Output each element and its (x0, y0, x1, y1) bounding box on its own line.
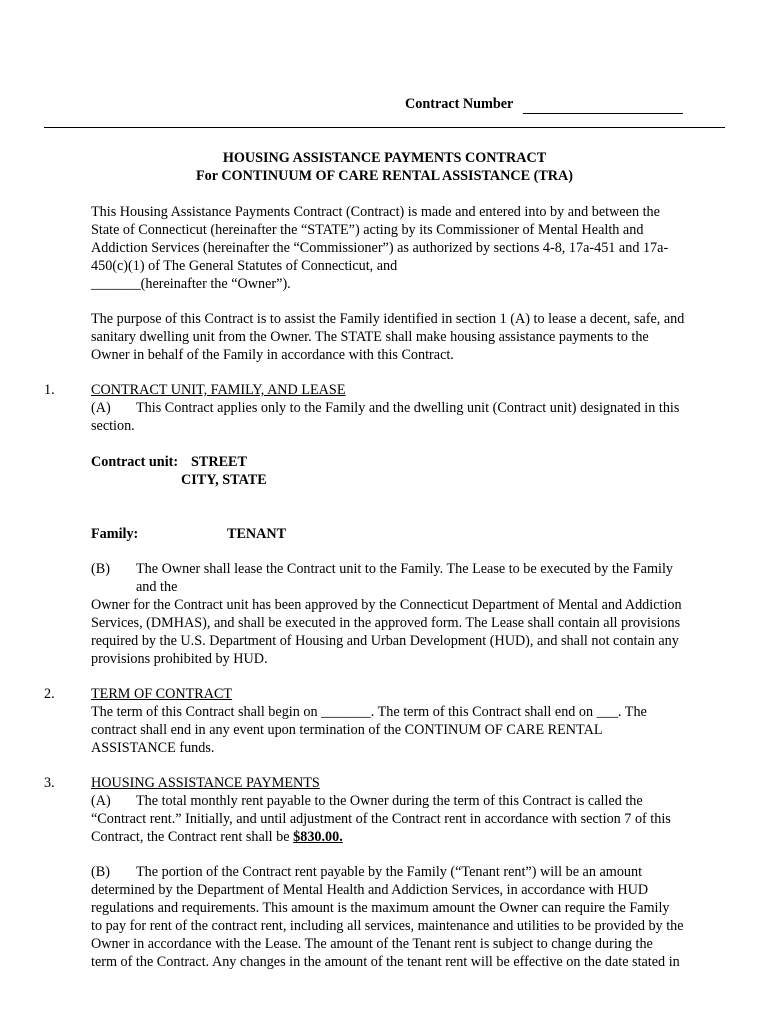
section-3-body (91, 774, 671, 846)
section-3b-line: determined by the Department of Mental Health and Addiction Services, in accordance with HUD (91, 882, 649, 898)
intro-paragraph (91, 203, 668, 293)
section-1b-line: provisions prohibited by HUD. (91, 651, 268, 667)
section-1b-line: Owner for the Contract unit has been approved by the Connecticut Department of Mental and Addiction (91, 597, 682, 613)
contract-number-field (405, 95, 683, 114)
section-3a-line: “Contract rent.” Initially, and until adjustment of the Contract rent in accordance with section 7 of this (91, 811, 671, 827)
section-1a-line: (A) This Contract applies only to the Family and the dwelling unit (Contract unit) designated in this (91, 400, 680, 416)
purpose-line: sanitary dwelling unit from the Owner. The STATE shall make housing assistance payments to the (91, 329, 649, 345)
section-3-heading: HOUSING ASSISTANCE PAYMENTS (91, 775, 320, 791)
section-1b-line: and the (136, 579, 178, 595)
section-3b-line: Owner in accordance with the Lease. The amount of the Tenant rent is subject to change during the (91, 936, 653, 952)
section-2-number: 2. (44, 686, 55, 702)
section-2-line: contract shall end in any event upon termination of the CONTINUM OF CARE RENTAL (91, 722, 603, 738)
section-1b-line: required by the U.S. Department of Housing and Urban Development (HUD), and shall not contain any (91, 633, 679, 649)
intro-line: Addiction Services (hereinafter the “Commissioner”) as authorized by sections 4-8, 17a-451 and 17a- (91, 240, 669, 256)
term-end-blank: ___ (596, 704, 618, 720)
intro-line: This Housing Assistance Payments Contract (Contract) is made and entered into by and between the (91, 204, 660, 220)
section-1b-label: (B) (91, 561, 110, 577)
section-3b-line: (B) The portion of the Contract rent payable by the Family (“Tenant rent”) will be an amount (91, 864, 643, 880)
section-1b-line: (B) The Owner shall lease the Contract unit to the Family. The Lease to be executed by the Family (91, 561, 673, 577)
section-3b-line: to pay for rent of the contract rent, including all services, maintenance and utilities to be provided by the (91, 918, 684, 934)
contract-rent-amount: $830.00. (293, 829, 343, 845)
contract-unit-city: CITY, STATE (181, 472, 267, 488)
section-2-body (91, 685, 647, 757)
section-1b-line: Services, (DMHAS), and shall be executed in the approved form. The Lease shall contain all provisions (91, 615, 681, 631)
family-value: TENANT (227, 526, 287, 542)
section-1-heading: CONTRACT UNIT, FAMILY, AND LEASE (91, 382, 346, 398)
section-2-line: The term of this Contract shall begin on _______. The term of this Contract shall end on ___. The (91, 704, 647, 720)
section-1a-line: section. (91, 418, 135, 434)
section-3b-body (91, 863, 684, 971)
section-3a-line: Contract, the Contract rent shall be $830.00. (91, 829, 343, 845)
purpose-line: Owner in behalf of the Family in accordance with this Contract. (91, 347, 454, 363)
section-1-body (91, 381, 679, 435)
intro-line: State of Connecticut (hereinafter the “STATE”) acting by its Commissioner of Mental Health and (91, 222, 644, 238)
section-3b-line: regulations and requirements. This amount is the maximum amount the Owner can require the Family (91, 900, 670, 916)
section-1a-label: (A) (91, 400, 111, 416)
section-3a-label: (A) (91, 793, 111, 809)
intro-line: _______(hereinafter the “Owner”). (91, 276, 291, 292)
section-1-number: 1. (44, 382, 55, 398)
purpose-paragraph (91, 310, 684, 364)
document-subtitle: For CONTINUUM OF CARE RENTAL ASSISTANCE (TRA) (195, 168, 574, 184)
document-title: HOUSING ASSISTANCE PAYMENTS CONTRACT (222, 150, 547, 166)
purpose-line: The purpose of this Contract is to assist the Family identified in section 1 (A) to lease a decent, safe, and (91, 311, 685, 327)
section-2-line: ASSISTANCE funds. (91, 740, 215, 756)
contract-unit-label: Contract unit: (91, 454, 179, 470)
section-1b-body (91, 560, 682, 668)
contract-number-blank (523, 95, 683, 114)
section-3-number: 3. (44, 775, 55, 791)
section-2-heading: TERM OF CONTRACT (91, 686, 233, 702)
section-3b-line: term of the Contract. Any changes in the amount of the tenant rent will be effective on the date stated in (91, 954, 680, 970)
section-3b-label: (B) (91, 864, 110, 880)
intro-line: 450(c)(1) of The General Statutes of Connecticut, and (91, 258, 398, 274)
header-divider (44, 127, 725, 128)
term-start-blank: _______ (321, 704, 371, 720)
contract-unit-street: STREET (191, 454, 247, 470)
contract-number-label: Contract Number (405, 96, 514, 112)
family-label: Family: (91, 526, 139, 542)
section-3a-line: (A) The total monthly rent payable to the Owner during the term of this Contract is called the (91, 793, 643, 809)
